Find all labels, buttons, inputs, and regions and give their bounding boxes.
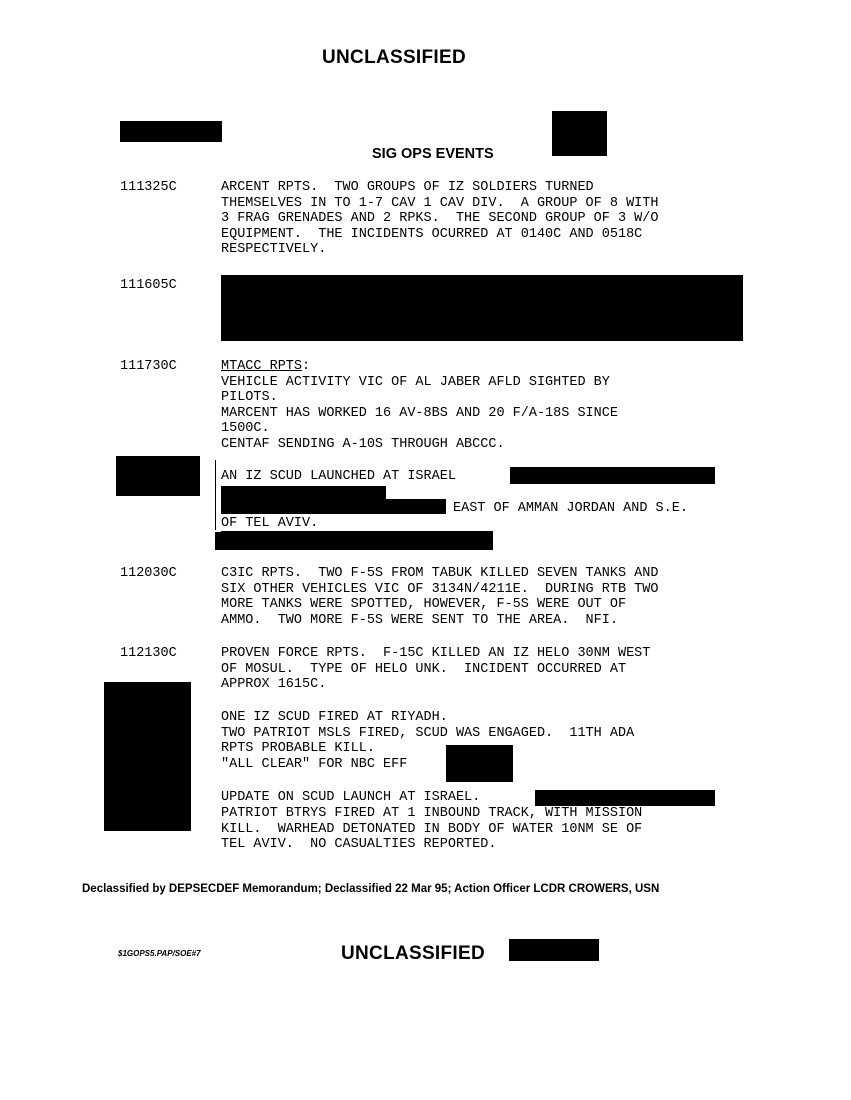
classification-footer: UNCLASSIFIED [341,943,485,964]
redaction-block [509,939,599,961]
entry-text: C3IC RPTS. TWO F-5S FROM TABUK KILLED SEVEN TANKS AND SIX OTHER VEHICLES VIC OF 3134N/4211E. DURING RTB TWO MORE TANKS WERE SPOTTED, HOWEVER, F-5S WERE OUT OF AMMO. TWO MORE F-5S WERE SENT TO THE AREA. NFI. [221,566,659,628]
redaction-block [446,745,513,782]
entry-time: 111325C [120,180,177,195]
divider-line [215,460,216,530]
file-reference: $1GOPS5.PAP/SOE#7 [118,949,201,958]
entry-text: PROVEN FORCE RPTS. F-15C KILLED AN IZ HELO 30NM WEST OF MOSUL. TYPE OF HELO UNK. INCIDENT OCCURRED AT APPROX 1615C. [221,646,651,693]
entry-text: AN IZ SCUD LAUNCHED AT ISRAEL [221,469,456,484]
redaction-block [552,111,607,156]
redaction-block [221,499,446,514]
redaction-block [535,790,715,806]
redaction-block [215,532,493,550]
entry-time: 111605C [120,278,177,293]
redaction-block [120,121,222,142]
redaction-block [104,682,191,831]
entry-time: 112030C [120,566,177,581]
redaction-block [221,275,743,341]
redaction-block [116,456,200,496]
entry-text: OF TEL AVIV. [221,516,319,531]
declassification-notice: Declassified by DEPSECDEF Memorandum; Declassified 22 Mar 95; Action Officer LCDR CROWERS, USN [82,883,660,895]
redaction-block [221,486,386,500]
entry-time: 112130C [120,646,177,661]
entry-text: MTACC RPTS: VEHICLE ACTIVITY VIC OF AL JABER AFLD SIGHTED BY PILOTS. MARCENT HAS WORKED 16 AV-8BS AND 20 F/A-18S SINCE 1500C. CENTAF SENDING A-10S THROUGH ABCCC. [221,359,618,452]
classification-header: UNCLASSIFIED [322,47,466,68]
entry-text: UPDATE ON SCUD LAUNCH AT ISRAEL. [221,790,481,805]
entry-text: ARCENT RPTS. TWO GROUPS OF IZ SOLDIERS TURNED THEMSELVES IN TO 1-7 CAV 1 CAV DIV. A GROUP OF 8 WITH 3 FRAG GRENADES AND 2 RPKS. THE SECOND GROUP OF 3 W/O EQUIPMENT. THE INCIDENTS OCURRED AT 0140C AND 0518C RESPECTIVELY. [221,180,659,258]
redaction-block [510,467,715,484]
entry-text: ONE IZ SCUD FIRED AT RIYADH. TWO PATRIOT MSLS FIRED, SCUD WAS ENGAGED. 11TH ADA RPTS PROBABLE KILL. "ALL CLEAR" FOR NBC EFF [221,710,635,772]
entry-text: EAST OF AMMAN JORDAN AND S.E. [453,501,688,516]
entry-text: PATRIOT BTRYS FIRED AT 1 INBOUND TRACK, WITH MISSION KILL. WARHEAD DETONATED IN BODY OF WATER 10NM SE OF TEL AVIV. NO CASUALTIES REPORTED. [221,806,643,853]
entry-time: 111730C [120,359,177,374]
entry-heading: MTACC RPTS [221,359,303,374]
page-title: SIG OPS EVENTS [372,146,494,162]
